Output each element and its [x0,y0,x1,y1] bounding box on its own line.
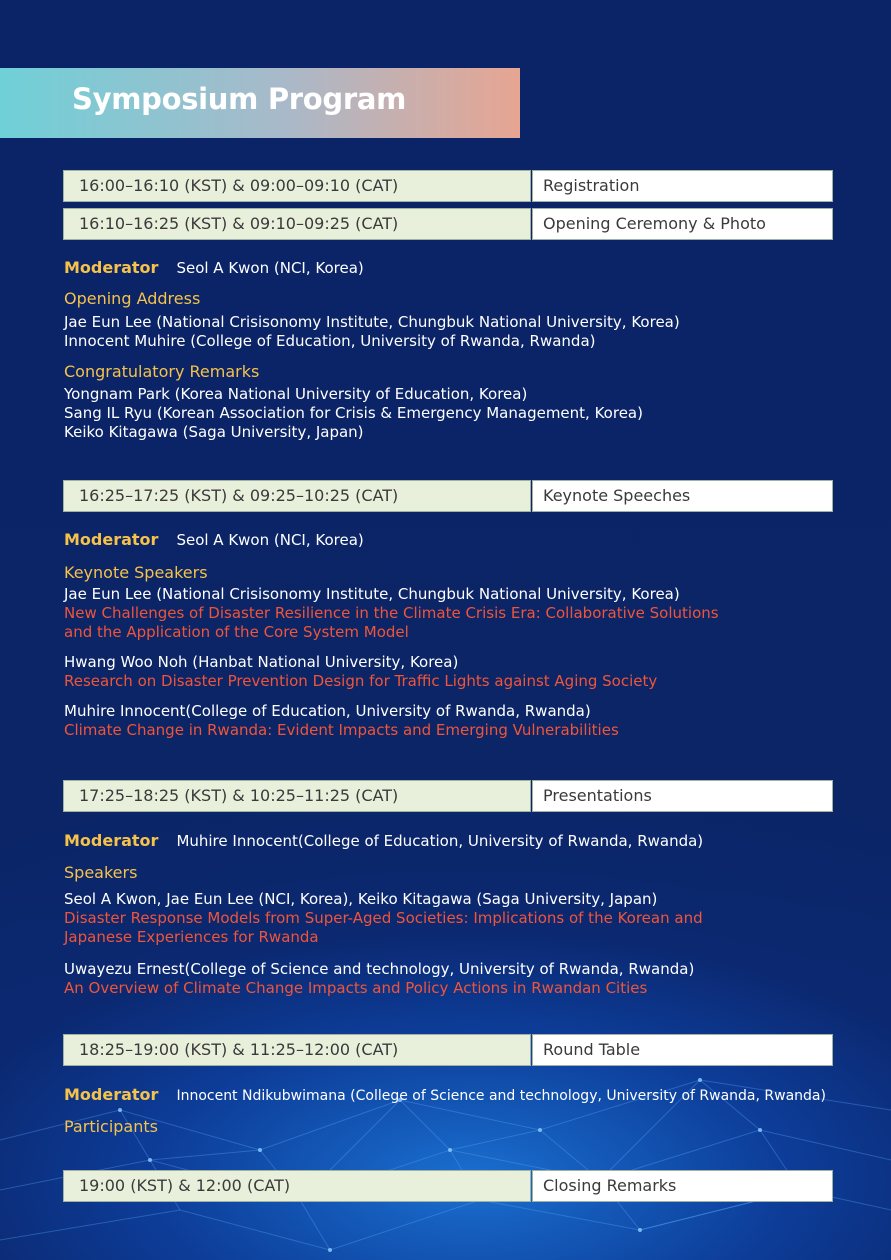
keynote-talk-title: Climate Change in Rwanda: Evident Impacts and Emerging Vulnerabilities [64,721,619,739]
session-label: Opening Ceremony & Photo [532,208,833,240]
presentation-speaker-name: Uwayezu Ernest(College of Science and technology, University of Rwanda, Rwanda) [64,960,695,978]
session-label: Round Table [532,1034,833,1066]
roundtable-moderator [64,1085,826,1104]
participants-heading: Participants [64,1117,158,1136]
session-label: Closing Remarks [532,1170,833,1202]
moderator-name: Seol A Kwon (NCI, Korea) [176,259,364,277]
keynote-talk-title: and the Application of the Core System Model [64,623,409,641]
speakers-heading: Speakers [64,863,138,882]
session-row-presentations [63,780,833,812]
keynote-moderator [64,530,364,549]
keynote-speakers-heading: Keynote Speakers [64,563,208,582]
session-row-closing [63,1170,833,1202]
keynote-speaker-name: Muhire Innocent(College of Education, University of Rwanda, Rwanda) [64,702,591,720]
network-background-graphic [0,960,891,1260]
presentation-talk-title: Disaster Response Models from Super-Aged Societies: Implications of the Korean and [64,909,703,927]
session-time: 16:25–17:25 (KST) & 09:25–10:25 (CAT) [63,480,531,512]
keynote-talk-title: New Challenges of Disaster Resilience in the Climate Crisis Era: Collaborative Solutions [64,604,719,622]
presentations-moderator [64,831,703,850]
presentation-talk-title: An Overview of Climate Change Impacts and Policy Actions in Rwandan Cities [64,979,648,997]
session-label: Registration [532,170,833,202]
session-time: 17:25–18:25 (KST) & 10:25–11:25 (CAT) [63,780,531,812]
keynote-speaker-name: Hwang Woo Noh (Hanbat National University, Korea) [64,653,459,671]
opening-address-speaker: Innocent Muhire (College of Education, University of Rwanda, Rwanda) [64,332,596,350]
session-time: 16:10–16:25 (KST) & 09:10–09:25 (CAT) [63,208,531,240]
moderator-label: Moderator [64,831,159,850]
session-row-round-table [63,1034,833,1066]
congratulatory-speaker: Keiko Kitagawa (Saga University, Japan) [64,423,364,441]
keynote-talk-title: Research on Disaster Prevention Design for Traffic Lights against Aging Society [64,672,658,690]
session-row-registration [63,170,833,202]
moderator-label: Moderator [64,1085,159,1104]
session-label: Presentations [532,780,833,812]
moderator-label: Moderator [64,258,159,277]
moderator-name: Seol A Kwon (NCI, Korea) [176,531,364,549]
opening-address-speaker: Jae Eun Lee (National Crisisonomy Institute, Chungbuk National University, Korea) [64,313,680,331]
title-banner [0,68,520,138]
session-row-keynote [63,480,833,512]
congratulatory-speaker: Sang IL Ryu (Korean Association for Crisis & Emergency Management, Korea) [64,404,643,422]
opening-address-heading: Opening Address [64,289,201,308]
session-label: Keynote Speeches [532,480,833,512]
presentation-speaker-name: Seol A Kwon, Jae Eun Lee (NCI, Korea), Keiko Kitagawa (Saga University, Japan) [64,890,658,908]
moderator-name: Muhire Innocent(College of Education, University of Rwanda, Rwanda) [176,832,704,850]
session-time: 19:00 (KST) & 12:00 (CAT) [63,1170,531,1202]
congratulatory-speaker: Yongnam Park (Korea National University of Education, Korea) [64,385,528,403]
opening-moderator [64,258,364,277]
session-time: 16:00–16:10 (KST) & 09:00–09:10 (CAT) [63,170,531,202]
congratulatory-heading: Congratulatory Remarks [64,362,260,381]
page-title: Symposium Program [72,82,407,116]
presentation-talk-title: Japanese Experiences for Rwanda [64,928,319,946]
moderator-name: Innocent Ndikubwimana (College of Science and technology, University of Rwanda, Rwanda) [176,1088,826,1104]
session-row-opening [63,208,833,240]
keynote-speaker-name: Jae Eun Lee (National Crisisonomy Institute, Chungbuk National University, Korea) [64,585,680,603]
moderator-label: Moderator [64,530,159,549]
session-time: 18:25–19:00 (KST) & 11:25–12:00 (CAT) [63,1034,531,1066]
